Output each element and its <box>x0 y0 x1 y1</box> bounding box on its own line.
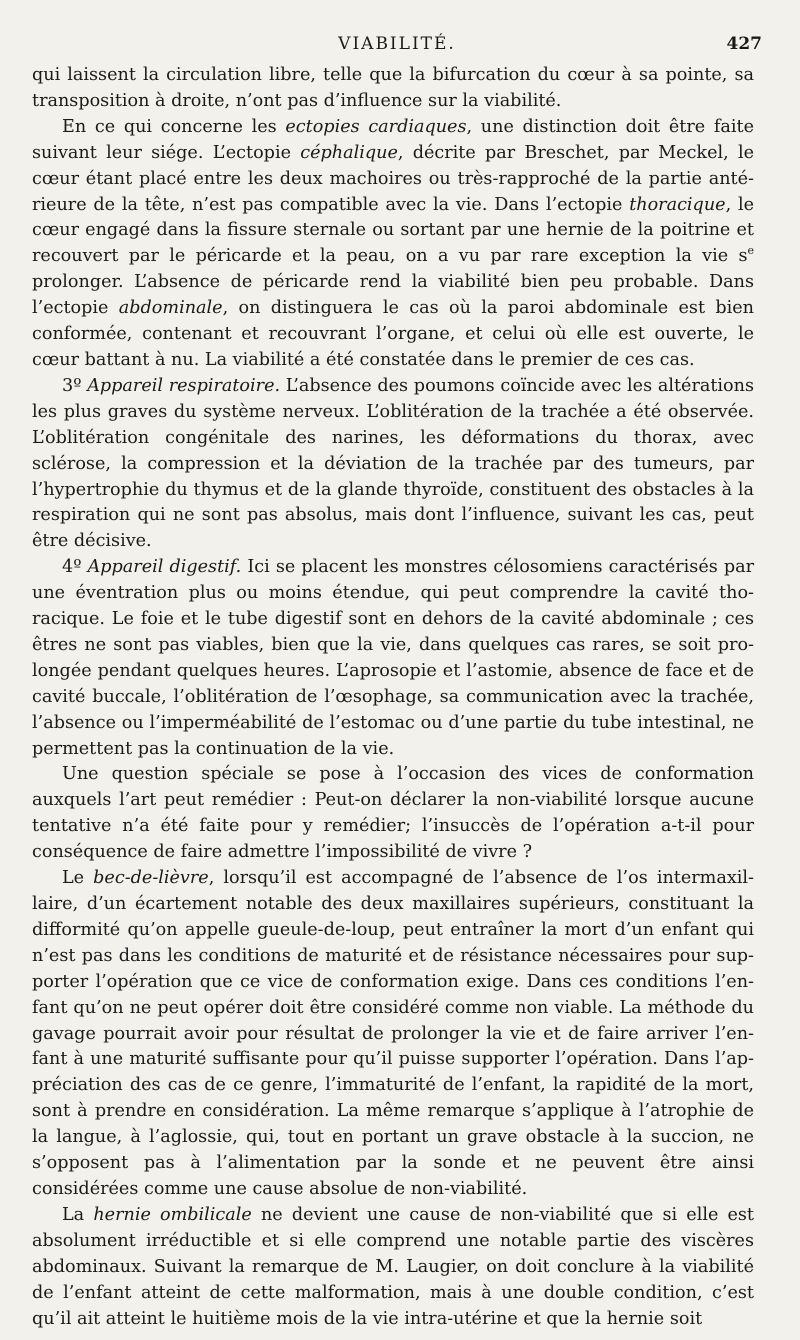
italic-run: thoracique <box>629 194 726 215</box>
text-run: Ici se placent les monstres célosomiens caractérisés par une éventration plus ou moins étendue, qui peut comprendre la cavité thoracique. Le foie et le tube digestif sont en dehors de la cavité abdominale ; ces êtres ne sont pas viables, bien que la vie, dans quelques cas rares, se soit prolongée pendant quelques heures. L’aprosopie et l’astomie, absence de face et de cavité buccale, l’oblitération de l’œsophage, sa communication avec la trachée, l’absence ou l’imperméabilité de l’estomac ou d’une partie du tube intestinal, ne permettent pas la continuation de la vie. <box>32 557 755 759</box>
italic-run: Appareil respiratoire. <box>87 375 281 396</box>
text-run: , lorsqu’il est accompagné de l’absence de l’os intermaxillaire, d’un écartement notable des deux maxillaires supérieurs, constituant la difformité qu’on appelle gueule-de-loup, peut entraîner la mort d’un enfant qui n’est pas dans les conditions de maturité et de résistance nécessaires pour supporter l’opération que ce vice de conformation exige. Dans ces conditions l’enfant qu’on ne peut opérer doit être considéré comme non viable. La méthode du gavage pourrait avoir pour résultat de prolonger la vie et de faire arriver l’enfant à une maturité suffisante pour qu’il puisse supporter l’opération. Dans l’appréciation des cas de ce genre, l’immaturité de l’enfant, la rapidité de la mort, sont à prendre en considération. La même remarque s’applique à l’atrophie de la langue, à l’aglossie, qui, tout en portant un grave obstacle à la succion, ne s’opposent pas à l’alimentation par la sonde et ne peuvent être ainsi considérées comme une cause absolue de non-viabilité. <box>32 868 754 1199</box>
italic-run: céphalique <box>300 142 398 163</box>
paragraph <box>32 555 754 762</box>
paragraph <box>32 762 754 866</box>
paragraph <box>32 63 754 115</box>
text-run: En ce qui concerne les <box>62 116 286 137</box>
italic-run: Appareil digestif. <box>87 557 242 578</box>
italic-run: ectopies cardiaques <box>285 116 467 137</box>
text-run: 3º <box>62 375 88 396</box>
text-run: Le <box>62 868 94 889</box>
paragraph <box>32 374 754 555</box>
text-run: Une question spéciale se pose à l’occasion des vices de conformation auxquels l’art peut remédier : Peut-on déclarer la non-viabilité lorsque aucune tentative n’a été faite pour y remédier; l’insuccès de l’opération a-t-il pour conséquence de faire admettre l’impossibilité de vivre ? <box>32 764 754 863</box>
text-run: ne devient une cause de non-viabilité que si elle est absolument irréductible et si elle comprend une notable partie des viscères abdominaux. Suivant la remarque de M. Laugier, on doit conclure à la viabilité de l’enfant atteint de cette malformation, mais à une double condition, c’est qu’il ait atteint le huitième mois de la vie intra-utérine et que la hernie soit <box>32 1204 755 1329</box>
italic-run: hernie ombilicale <box>93 1204 252 1225</box>
running-head <box>32 34 762 58</box>
body-text <box>32 63 754 1332</box>
text-run: La <box>62 1204 94 1225</box>
running-title: VIABILITÉ. <box>338 34 456 54</box>
superscript-run: e <box>747 244 754 258</box>
text-run: prolonger. L’absence de péricarde rend la viabilité bien peu probable. Dans l’ectopie <box>32 272 754 319</box>
italic-run: abdominale <box>118 298 223 319</box>
text-run: qui laissent la circulation libre, telle que la bifurcation du cœur à sa pointe, sa transposition à droite, n’ont pas d’influence sur la viabilité. <box>32 65 754 111</box>
page-number: 427 <box>726 34 762 54</box>
text-run: L’absence des poumons coïncide avec les altérations les plus graves du système nerveux. L’oblitération de la trachée a été observée. L’oblitération congénitale des narines, les déformations du thorax, avec sclérose, la compression et la déviation de la trachée par des tumeurs, par l’hypertrophie du thymus et de la glande thyroïde, constituent des obstacles à la respiration qui ne sont pas absolus, mais dont l’influence, suivant les cas, peut être décisive. <box>32 375 754 552</box>
text-run: 4º <box>62 557 88 578</box>
italic-run: bec-de-lièvre <box>93 868 209 889</box>
text-run: , une distinction doit être faite suivant leur siége. L’ectopie <box>32 116 754 163</box>
paragraph <box>32 866 754 1203</box>
text-run: , le cœur engagé dans la fissure sternale ou sortant par une hernie de la poitrine et recouvert par le péricarde et la peau, on a vu par rare exception la vie s <box>32 194 754 267</box>
paragraph <box>32 115 754 374</box>
text-run: , on distinguera le cas où la paroi abdominale est bien conformée, contenant et recouvrant l’organe, et celui où elle est ouverte, le cœur battant à nu. La viabilité a été constatée dans le premier de ces cas. <box>32 298 754 370</box>
paragraph <box>32 1203 754 1333</box>
text-run: , décrite par Breschet, par Meckel, le cœur étant placé entre les deux machoires ou très-rapproché de la partie antérieure de la tête, n’est pas compatible avec la vie. Dans l’ectopie <box>32 142 755 215</box>
